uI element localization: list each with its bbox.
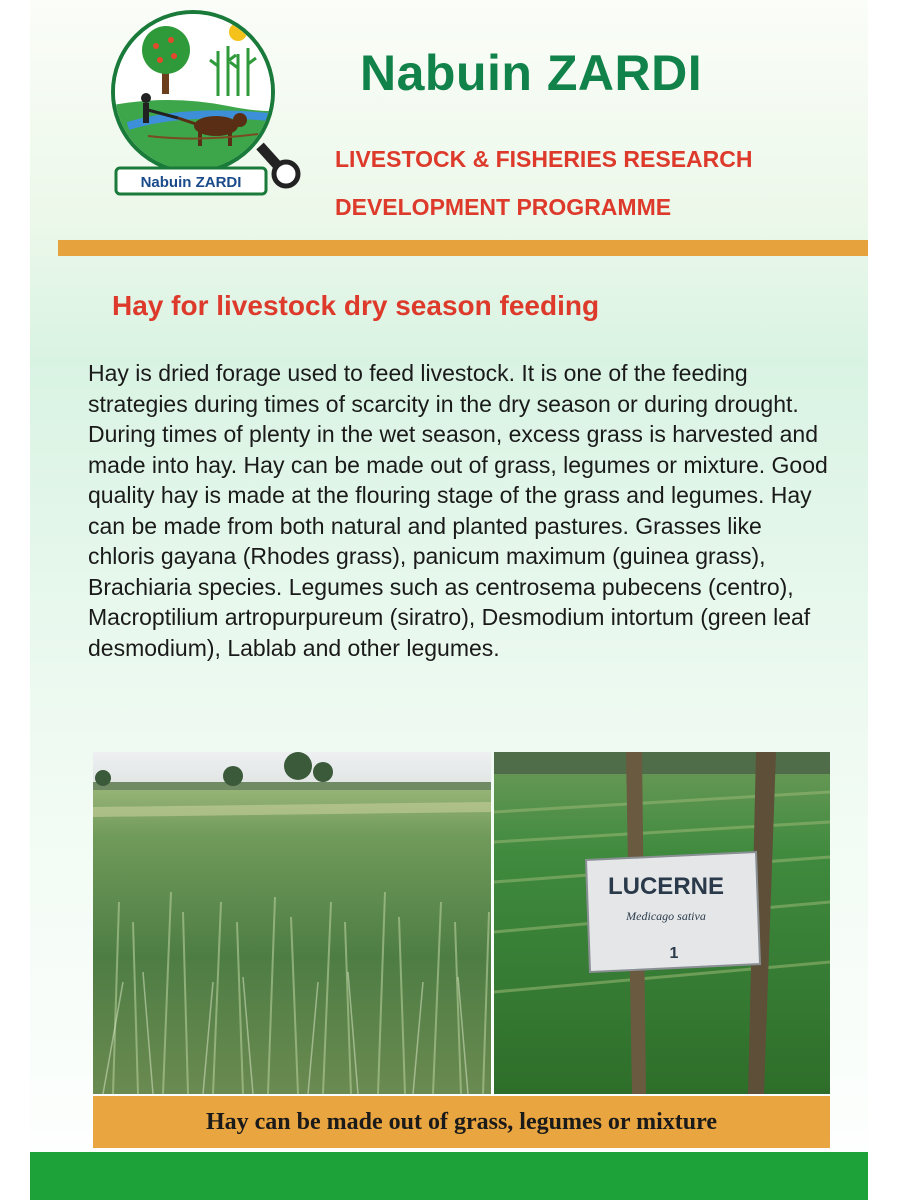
programme-line-2: DEVELOPMENT PROGRAMME (335, 194, 672, 220)
sign-subtitle: Medicago sativa (626, 909, 706, 923)
programme-line-1: LIVESTOCK & FISHERIES RESEARCH (335, 146, 753, 172)
photo-strip (93, 752, 830, 1094)
footer-band (30, 1152, 868, 1200)
nabuin-zardi-logo (108, 6, 308, 202)
sign-number: 1 (669, 945, 679, 962)
lucerne-plot-photo (494, 752, 830, 1094)
photo-caption: Hay can be made out of grass, legumes or mixture (205, 1108, 718, 1135)
grass-field-photo (93, 752, 491, 1094)
logo-label: Nabuin ZARDI (140, 174, 242, 191)
article-body: Hay is dried forage used to feed livestock. It is one of the feeding strategies during times of scarcity in the dry season or during drought. During times of plenty in the wet season, excess grass is harvested and made into hay. Hay can be made out of grass, legumes or mixture. Good quality hay is made at the flouring stage of the grass and legumes. Hay can be made from both natural and planted pastures. Grasses like chloris gayana (Rhodes grass), panicum maximum (guinea grass), Brachiaria species. Legumes such as centrosema pubecens (centro), Macroptilium artropurpureum (siratro), Desmodium intortum (green leaf desmodium), Lablab and other legumes. (88, 360, 828, 661)
photo-caption-bar (93, 1096, 830, 1148)
sign-title: LUCERNE (607, 873, 725, 900)
header-divider (58, 240, 868, 256)
organization-name: Nabuin ZARDI (360, 45, 703, 101)
article-title: Hay for livestock dry season feeding (112, 290, 600, 321)
poster-page (30, 0, 868, 1200)
